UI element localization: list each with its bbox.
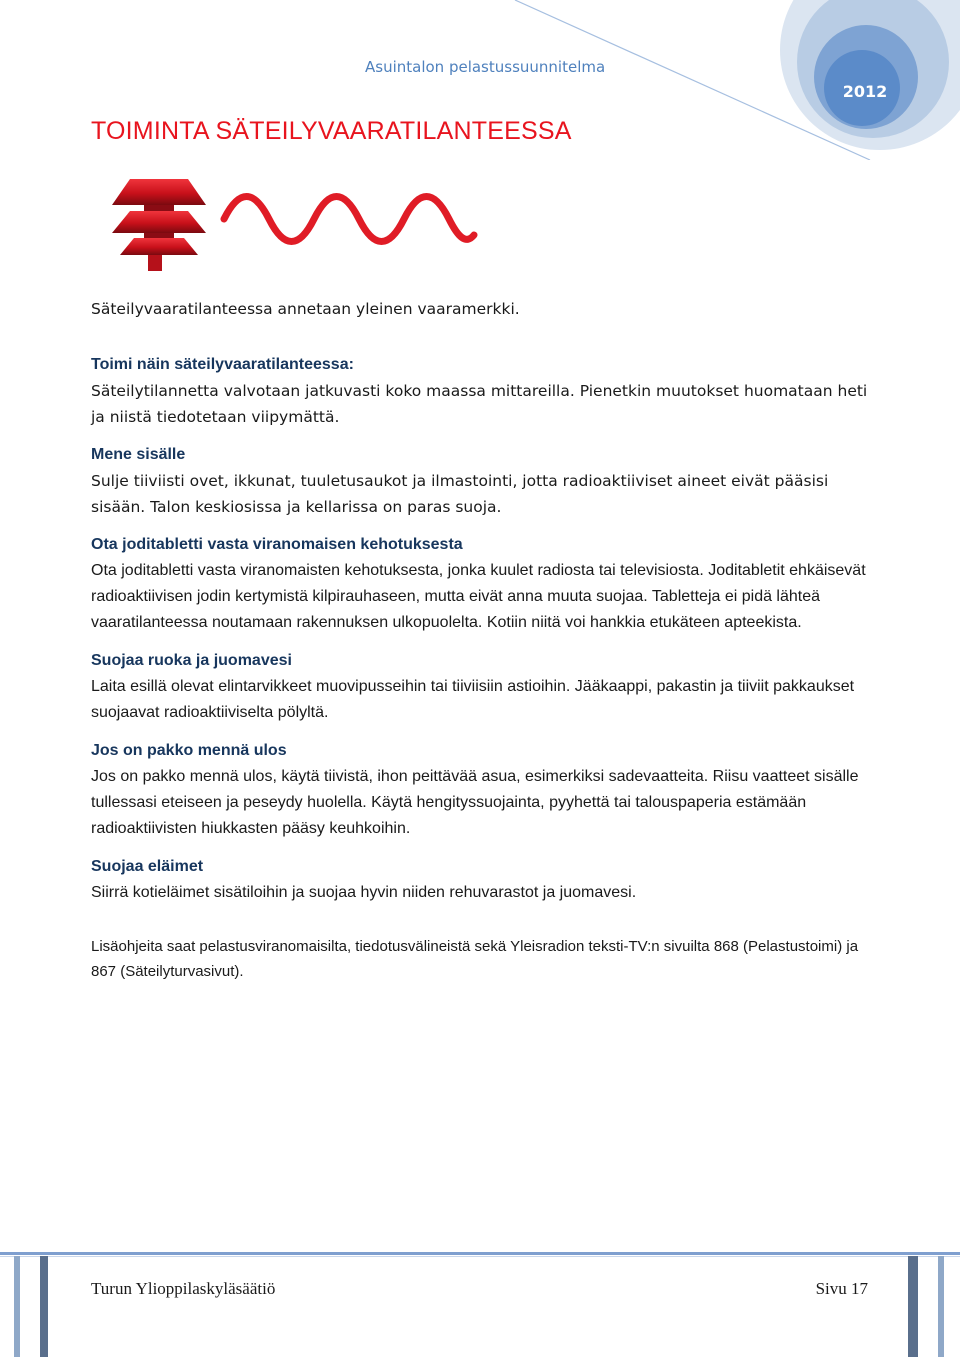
section-heading: Jos on pakko mennä ulos [91,742,287,759]
section-mene-sisalle [91,442,871,520]
additional-info-note: Lisäohjeita saat pelastusviranomaisilta, tiedotusvälineistä sekä Yleisradion teksti-TV:n sivuilta 868 (Pelastustoimi) ja 867 (Säteilyturvasivut). [91,938,859,980]
radiation-alarm-sign-icon [100,175,490,283]
section-heading: Ota joditabletti vasta viranomaisen kehotuksesta [91,536,463,553]
document-header-title: Asuintalon pelastussuunnitelma [365,58,606,76]
section-toimi [91,352,871,430]
footer-organization: Turun Ylioppilaskyläsäätiö [91,1279,276,1298]
section-heading: Suojaa ruoka ja juomavesi [91,652,292,669]
footer-frame [0,1250,960,1357]
intro-text: Säteilyvaaratilanteessa annetaan yleinen vaaramerkki. [91,300,520,318]
section-elaimet [91,854,871,906]
section-ruoka-vesi [91,648,871,726]
section-heading: Mene sisälle [91,446,186,463]
section-heading: Toimi näin säteilyvaaratilanteessa: [91,356,354,373]
section-body: Siirrä kotieläimet sisätiloihin ja suojaa hyvin niiden rehuvarastot ja juomavesi. [91,884,637,901]
section-joditabletti [91,532,871,636]
footer-page-number: Sivu 17 [815,1279,868,1298]
year-badge: 2012 [842,82,888,101]
main-content [91,296,871,999]
section-ulos [91,738,871,842]
section-body: Ota joditabletti vasta viranomaisten kehotuksesta, jonka kuulet radiosta tai televisiosta. Joditabletit ehkäisevät radioaktiivisen jodin kertymistä kilpirauhaseen, mutta eivät anna muuta suojaa. Tabletteja ei pidä lähteä vaaratilanteessa noutamaan rakennuksen ulkopuolelta. Kotiin niitä voi hankkia etukäteen apteekista. [91,562,866,631]
page-title: TOIMINTA SÄTEILYVAARATILANTEESSA [91,117,572,145]
section-body: Sulje tiiviisti ovet, ikkunat, tuuletusaukot ja ilmastointi, jotta radioaktiiviset aineet eivät pääsisi sisään. Talon keskiosissa ja kellarissa on paras suoja. [91,472,829,516]
section-body: Laita esillä olevat elintarvikkeet muovipusseihin tai tiiviisiin astioihin. Jääkaappi, pakastin ja tiiviit pakkaukset suojaavat radioaktiiviselta pölyltä. [91,678,855,721]
section-body: Jos on pakko mennä ulos, käytä tiivistä, ihon peittävää asua, esimerkiksi sadevaatteita. Riisu vaatteet sisälle tullessasi eteiseen ja peseydy huolella. Käytä hengityssuojainta, pyyhettä tai talouspaperia estämään radioaktiivisten hiukkasten pääsy keuhkoihin. [91,768,859,837]
section-body: Säteilytilannetta valvotaan jatkuvasti koko maassa mittareilla. Pienetkin muutokset huomataan heti ja niistä tiedotetaan viipymättä. [91,382,868,426]
section-heading: Suojaa eläimet [91,858,204,875]
